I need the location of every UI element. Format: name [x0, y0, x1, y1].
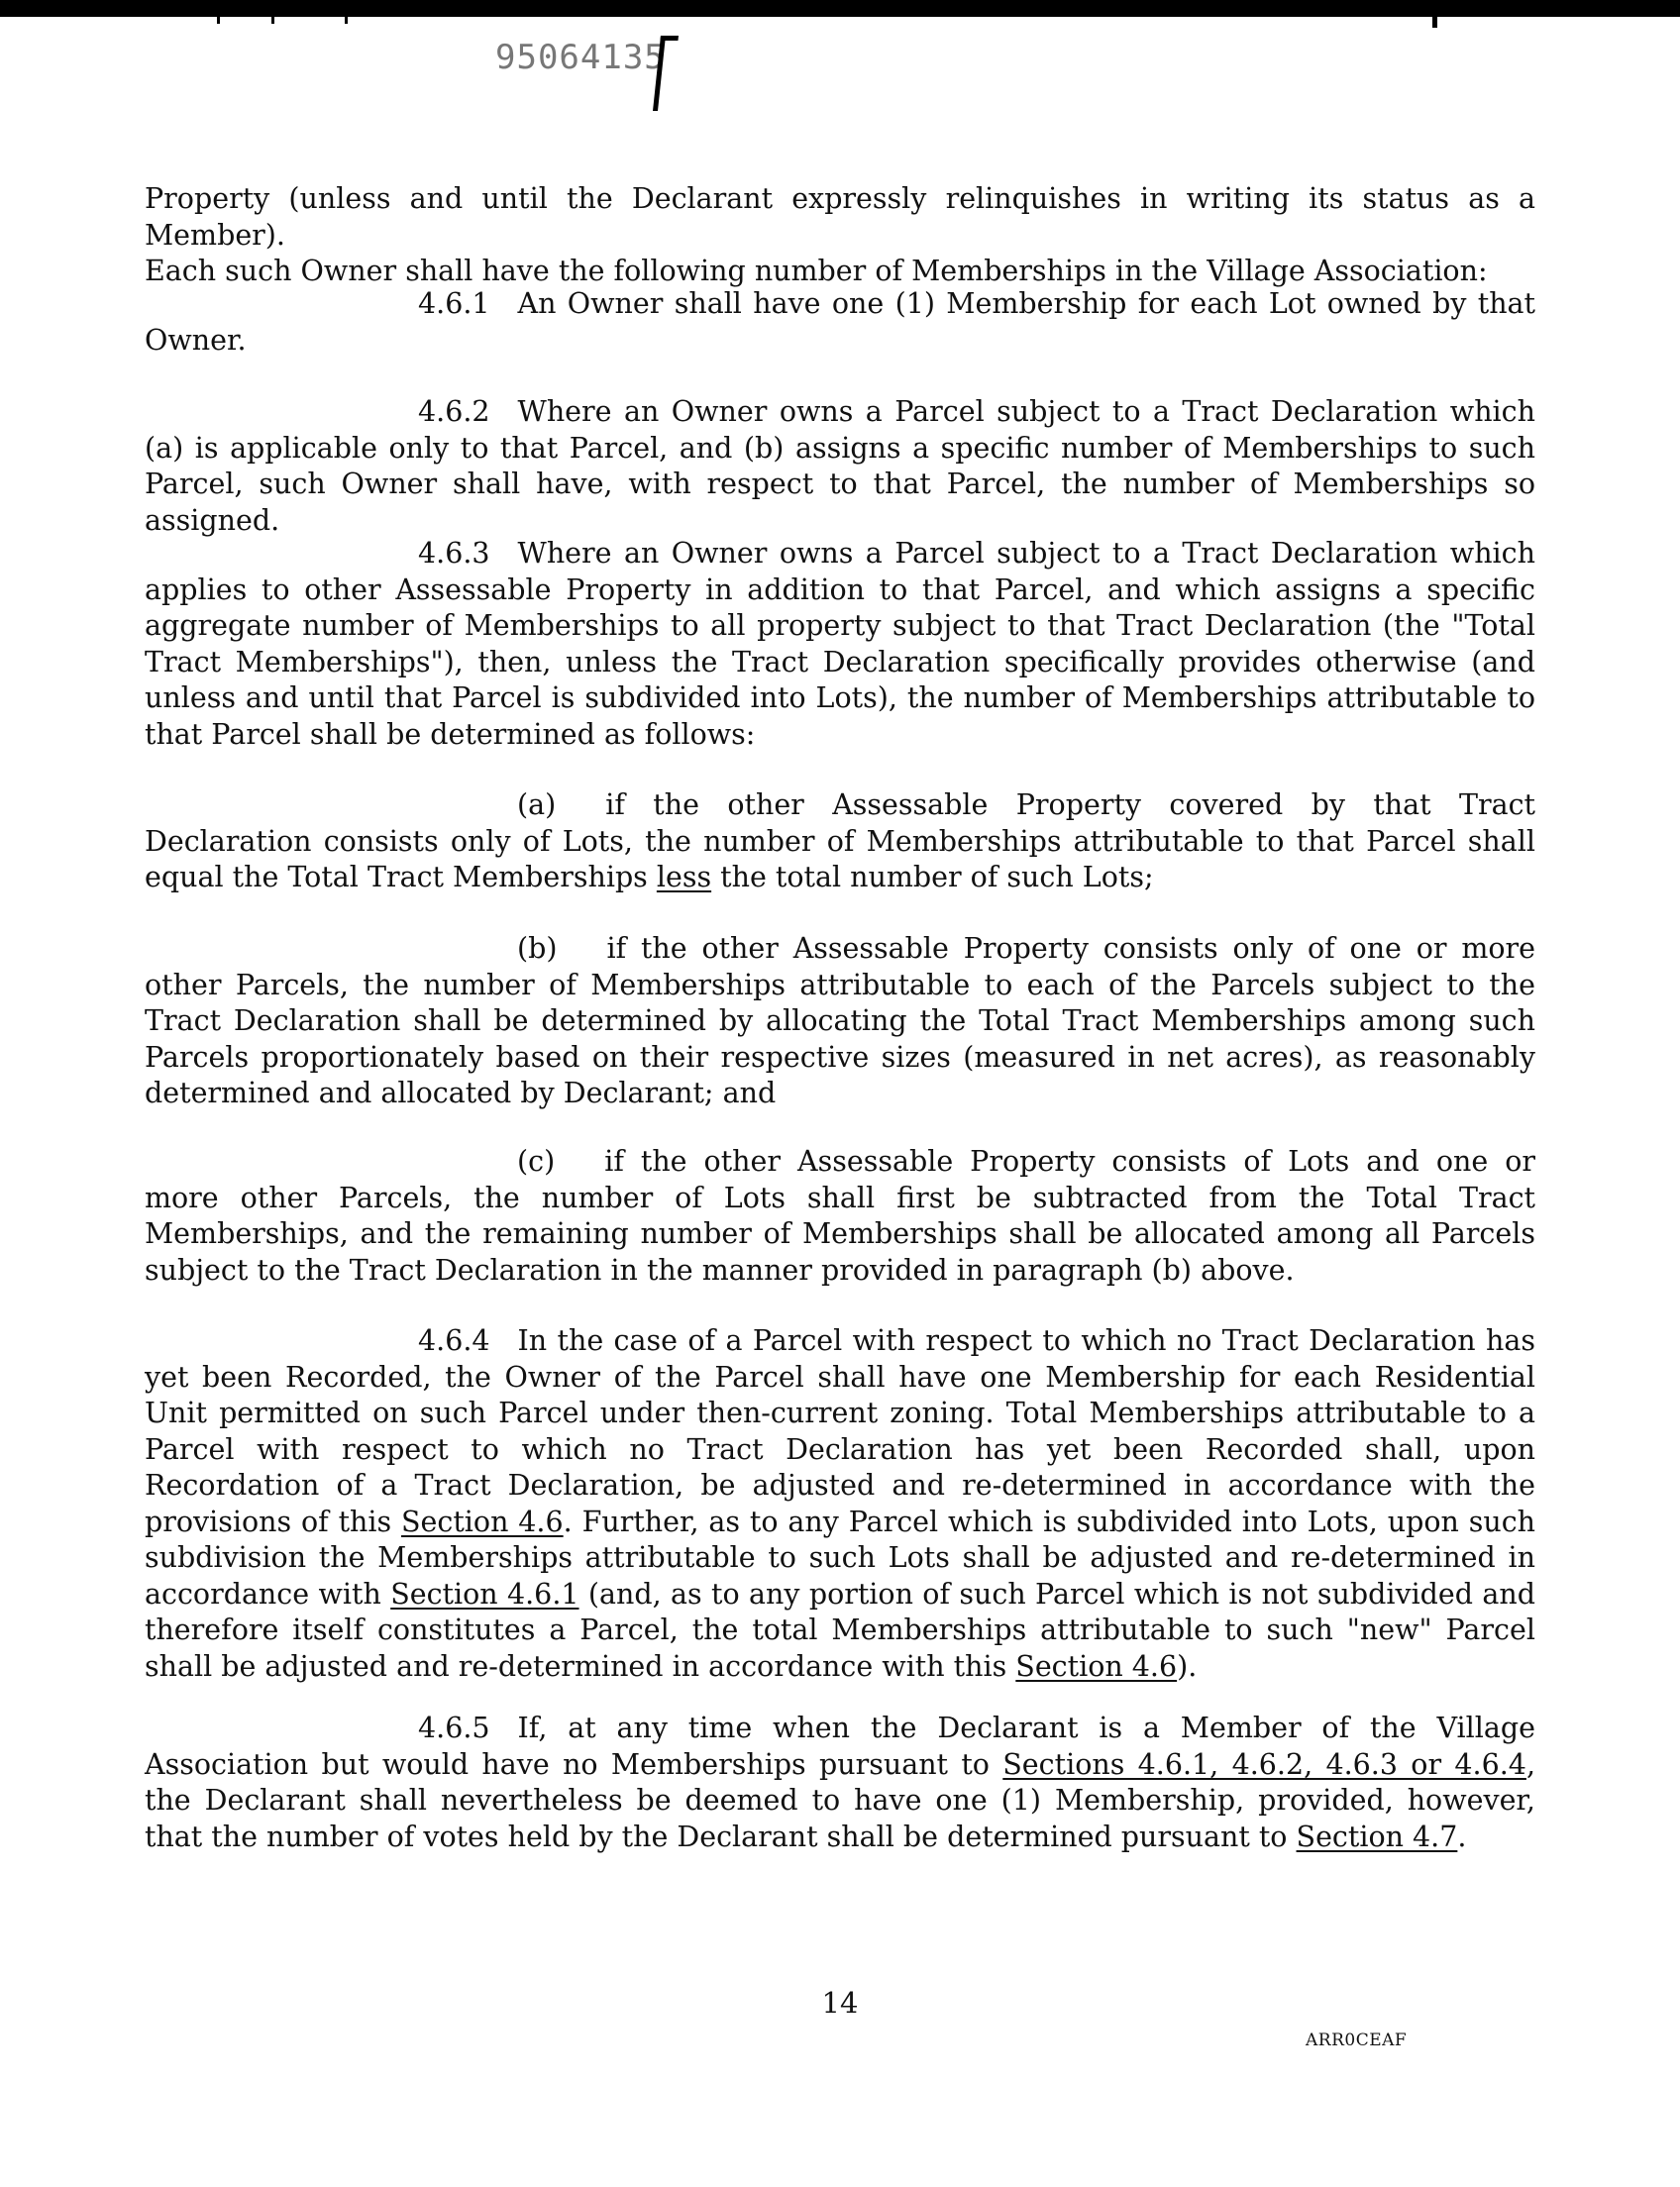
section-4-6-1 — [145, 286, 1535, 359]
section-text: Where an Owner owns a Parcel subject to a Tract Declaration which (a) is applicable only to that Parcel, and (b) assigns a specific number of Memberships to such Parcel, such Owner shall have, with respect to that Parcel, the number of Memberships so assigned. — [145, 395, 1535, 537]
section-reference: Section 4.7 — [1296, 1820, 1458, 1853]
section-4-6-2 — [145, 394, 1535, 539]
page-number: 14 — [821, 1986, 859, 2020]
section-number: 4.6.1 — [418, 287, 490, 320]
scan-mark — [217, 0, 220, 24]
section-reference: Section 4.6 — [401, 1505, 564, 1538]
subparagraph-label: (b) — [517, 932, 558, 965]
section-reference: Section 4.6 — [1015, 1649, 1178, 1683]
section-text: . Further, as to any Parcel which is subdivided into Lots, upon such subdivision the Memberships attributable to such Lots shall be adjusted and re-determined in accordance with — [145, 1505, 1536, 1611]
section-number: 4.6.3 — [418, 537, 490, 570]
document-stamp-number: 95064135 — [495, 38, 666, 77]
scan-mark — [1432, 0, 1437, 28]
intro-line-2: Each such Owner shall have the following number of Memberships in the Village Association: — [145, 255, 1488, 287]
section-text: . — [1457, 1820, 1467, 1853]
section-text: If, at any time when the Declarant is a Member of the Village Association but would have no Memberships pursuant to — [145, 1712, 1535, 1781]
intro-paragraph — [145, 181, 1535, 290]
subparagraph-label: (a) — [517, 788, 557, 821]
section-text: In the case of a Parcel with respect to which no Tract Declaration has yet been Recorded, the Owner of the Parcel shall have one Membership for each Residential Unit permitted on such Parcel under then-current zoning. Total Memberships attributable to a Parcel with respect to which no Tract Declaration has yet been Recorded shall, upon Recordation of a Tract Declaration, be adjusted and re-determined in accordance with the provisions of this — [145, 1324, 1535, 1538]
emphasis-less: less — [656, 861, 712, 893]
subparagraph-text: if the other Assessable Property consists only of one or more other Parcels, the number of Memberships attributable to each of the Parcels subject to the Tract Declaration shall be determined by allocating the Total Tract Memberships among such Parcels proportionately based on their respective sizes (measured in net acres), as reasonably determined and allocated by Declarant; and — [145, 932, 1535, 1109]
subparagraph-a — [145, 787, 1535, 896]
subparagraph-b — [145, 931, 1535, 1112]
section-text: Where an Owner owns a Parcel subject to a Tract Declaration which applies to other Assessable Property in addition to that Parcel, and which assigns a specific aggregate number of Memberships to all property subject to that Tract Declaration (the "Total Tract Memberships"), then, unless the Tract Declaration specifically provides otherwise (and unless and until that Parcel is subdivided into Lots), the number of Memberships attributable to that Parcel shall be determined as follows: — [145, 537, 1535, 751]
scan-mark — [271, 0, 274, 24]
section-4-6-5 — [145, 1711, 1535, 1855]
subparagraph-label: (c) — [517, 1145, 556, 1178]
section-number: 4.6.2 — [418, 395, 490, 428]
section-4-6-3 — [145, 536, 1535, 753]
document-code: ARR0CEAF — [1306, 2031, 1408, 2050]
subparagraph-text: the total number of such Lots; — [720, 861, 1154, 893]
subparagraph-text: if the other Assessable Property consists of Lots and one or more other Parcels, the number of Lots shall first be subtracted from the Total Tract Memberships, and the remaining number of Memberships shall be allocated among all Parcels subject to the Tract Declaration in the manner provided in paragraph (b) above. — [145, 1145, 1535, 1287]
section-reference: Sections 4.6.1, 4.6.2, 4.6.3 or 4.6.4 — [1002, 1747, 1526, 1781]
section-number: 4.6.5 — [418, 1712, 490, 1744]
subparagraph-c — [145, 1144, 1535, 1289]
section-4-6-4 — [145, 1323, 1535, 1685]
scan-mark — [345, 0, 348, 24]
section-text: (and, as to any portion of such Parcel which is not subdivided and therefore itself constitutes a Parcel, the total Memberships attributable to such "new" Parcel shall be adjusted and re-determined in accordance with this — [145, 1577, 1535, 1683]
section-text: , the Declarant shall nevertheless be deemed to have one (1) Membership, provided, however, that the number of votes held by the Declarant shall be determined pursuant to — [145, 1747, 1535, 1853]
section-number: 4.6.4 — [418, 1324, 490, 1357]
section-text: An Owner shall have one (1) Membership for each Lot owned by that Owner. — [145, 287, 1535, 357]
scan-border-top — [0, 0, 1680, 17]
section-reference: Section 4.6.1 — [390, 1577, 579, 1611]
section-text: ). — [1177, 1649, 1198, 1683]
subparagraph-text: if the other Assessable Property covered by that Tract Declaration consists only of Lots, the number of Memberships attributable to that Parcel shall equal the Total Tract Memberships — [145, 788, 1535, 893]
intro-line-1: Property (unless and until the Declarant expressly relinquishes in writing its status as a Member). — [145, 182, 1535, 252]
